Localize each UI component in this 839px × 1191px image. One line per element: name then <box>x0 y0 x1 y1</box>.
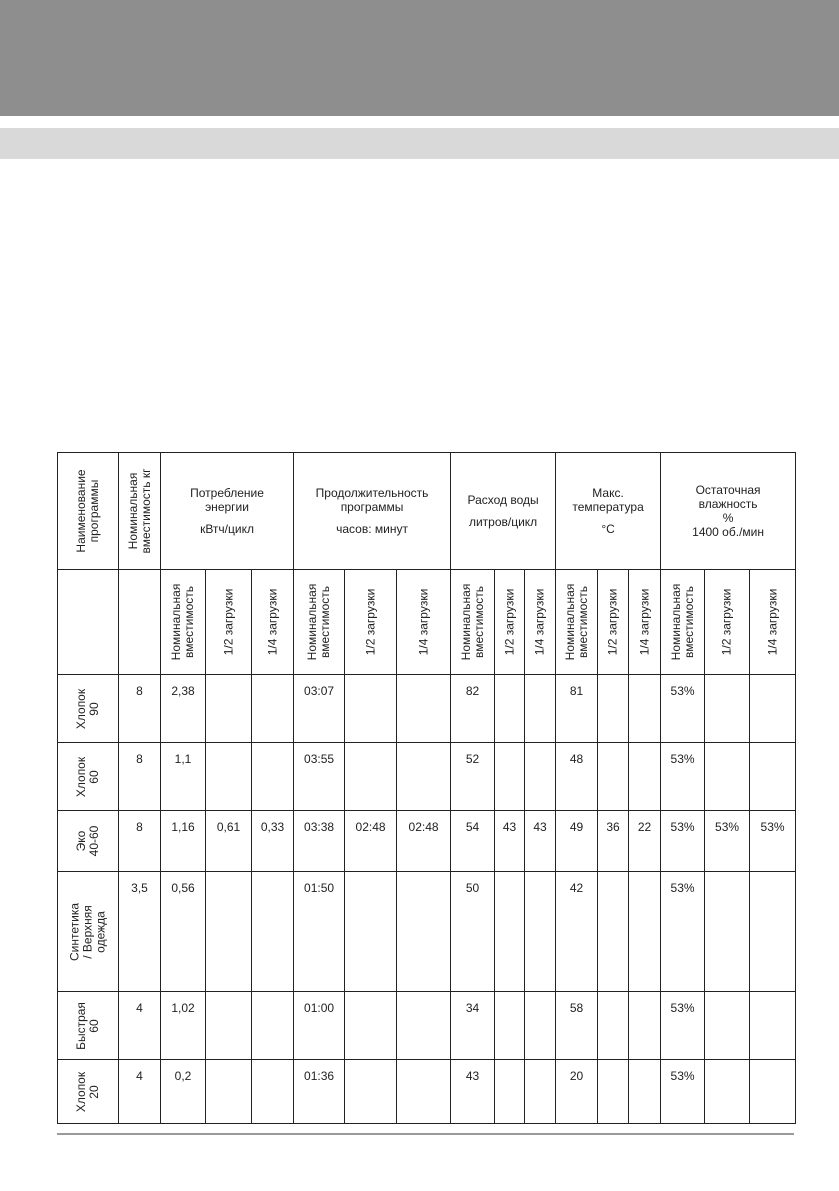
duration-cell <box>397 675 451 743</box>
water-cell: 50 <box>451 872 495 992</box>
program-name-cell: Эко 40-60 <box>58 811 119 872</box>
water-cell <box>495 675 525 743</box>
duration-cell: 02:48 <box>397 811 451 872</box>
energy-cell: 0,2 <box>161 1060 206 1124</box>
program-name-cell: Хлопок 60 <box>58 743 119 811</box>
subheader-load-half: 1/2 загрузки <box>598 570 629 675</box>
moisture-cell: 53% <box>661 811 705 872</box>
energy-cell <box>252 675 294 743</box>
moisture-cell: 53% <box>661 675 705 743</box>
water-cell <box>495 743 525 811</box>
temp-cell: 22 <box>629 811 661 872</box>
energy-cell <box>206 743 252 811</box>
energy-cell: 0,61 <box>206 811 252 872</box>
moisture-cell: 53% <box>661 743 705 811</box>
moisture-cell <box>750 743 796 811</box>
header-band <box>0 0 839 116</box>
water-cell: 43 <box>525 811 556 872</box>
header-energy: Потребление энергии кВтч/цикл <box>161 453 294 570</box>
water-cell <box>525 992 556 1060</box>
energy-cell <box>206 872 252 992</box>
subheader-load-half: 1/2 загрузки <box>345 570 397 675</box>
energy-cell <box>206 675 252 743</box>
duration-cell <box>345 872 397 992</box>
section-band <box>0 128 839 159</box>
water-cell: 82 <box>451 675 495 743</box>
water-cell <box>525 675 556 743</box>
water-cell: 54 <box>451 811 495 872</box>
program-name-cell: Хлопок 90 <box>58 675 119 743</box>
subheader-load-quarter: 1/4 загрузки <box>750 570 796 675</box>
duration-cell: 02:48 <box>345 811 397 872</box>
duration-cell <box>345 675 397 743</box>
table-body <box>58 675 796 1124</box>
table-row <box>58 992 796 1060</box>
temp-cell: 42 <box>556 872 598 992</box>
moisture-cell: 53% <box>705 811 750 872</box>
moisture-cell: 53% <box>661 992 705 1060</box>
temp-cell: 20 <box>556 1060 598 1124</box>
temp-cell: 49 <box>556 811 598 872</box>
water-cell: 52 <box>451 743 495 811</box>
moisture-cell <box>750 1060 796 1124</box>
energy-cell <box>252 872 294 992</box>
capacity-cell: 4 <box>119 1060 161 1124</box>
temp-cell <box>629 992 661 1060</box>
table-row <box>58 872 796 992</box>
duration-cell: 01:00 <box>294 992 345 1060</box>
header-program-name: Наименование программы <box>58 453 119 570</box>
energy-cell: 0,56 <box>161 872 206 992</box>
energy-cell: 1,16 <box>161 811 206 872</box>
water-cell: 34 <box>451 992 495 1060</box>
energy-cell <box>252 992 294 1060</box>
duration-cell <box>397 872 451 992</box>
duration-cell: 01:50 <box>294 872 345 992</box>
energy-cell <box>206 1060 252 1124</box>
energy-cell <box>252 1060 294 1124</box>
subheader-load-full: Номинальная вместимость <box>661 570 705 675</box>
energy-cell: 2,38 <box>161 675 206 743</box>
header-row-groups <box>58 453 796 570</box>
capacity-cell: 3,5 <box>119 872 161 992</box>
moisture-cell <box>705 743 750 811</box>
water-cell <box>525 1060 556 1124</box>
temp-cell: 81 <box>556 675 598 743</box>
water-cell <box>525 872 556 992</box>
temp-cell <box>598 675 629 743</box>
water-cell <box>525 743 556 811</box>
energy-cell: 0,33 <box>252 811 294 872</box>
duration-cell <box>397 1060 451 1124</box>
duration-cell: 03:38 <box>294 811 345 872</box>
duration-cell <box>345 743 397 811</box>
header-water: Расход воды литров/цикл <box>451 453 556 570</box>
duration-cell: 03:07 <box>294 675 345 743</box>
subheader-load-full: Номинальная вместимость <box>556 570 598 675</box>
moisture-cell <box>705 675 750 743</box>
capacity-cell: 4 <box>119 992 161 1060</box>
temp-cell <box>629 872 661 992</box>
subheader-load-half: 1/2 загрузки <box>495 570 525 675</box>
header-row-loads <box>58 570 796 675</box>
duration-cell <box>345 1060 397 1124</box>
moisture-cell: 53% <box>661 1060 705 1124</box>
moisture-cell <box>750 992 796 1060</box>
header-temperature: Макс. температура °C <box>556 453 661 570</box>
moisture-cell <box>705 992 750 1060</box>
water-cell <box>495 992 525 1060</box>
duration-cell: 01:36 <box>294 1060 345 1124</box>
table-row <box>58 811 796 872</box>
duration-cell <box>397 992 451 1060</box>
capacity-cell: 8 <box>119 743 161 811</box>
subheader-load-quarter: 1/4 загрузки <box>525 570 556 675</box>
subheader-load-quarter: 1/4 загрузки <box>397 570 451 675</box>
subheader-load-full: Номинальная вместимость <box>451 570 495 675</box>
energy-cell: 1,1 <box>161 743 206 811</box>
temp-cell: 58 <box>556 992 598 1060</box>
temp-cell <box>629 675 661 743</box>
capacity-cell: 8 <box>119 675 161 743</box>
temp-cell <box>629 743 661 811</box>
energy-cell <box>252 743 294 811</box>
footer-rule <box>57 1133 794 1135</box>
water-cell: 43 <box>451 1060 495 1124</box>
capacity-cell: 8 <box>119 811 161 872</box>
subheader-load-half: 1/2 загрузки <box>206 570 252 675</box>
table-row <box>58 1060 796 1124</box>
subheader-load-quarter: 1/4 загрузки <box>252 570 294 675</box>
temp-cell <box>598 1060 629 1124</box>
temp-cell: 36 <box>598 811 629 872</box>
temp-cell: 48 <box>556 743 598 811</box>
temp-cell <box>598 743 629 811</box>
subheader-blank <box>119 570 161 675</box>
temp-cell <box>598 872 629 992</box>
moisture-cell <box>750 872 796 992</box>
header-moisture: Остаточная влажность % 1400 об./мин <box>661 453 796 570</box>
energy-cell: 1,02 <box>161 992 206 1060</box>
program-name-cell: Хлопок 20 <box>58 1060 119 1124</box>
subheader-load-quarter: 1/4 загрузки <box>629 570 661 675</box>
energy-cell <box>206 992 252 1060</box>
table-row <box>58 675 796 743</box>
header-capacity: Номинальная вместимость кг <box>119 453 161 570</box>
program-spec-table <box>57 452 796 1124</box>
program-name-cell: Быстрая 60 <box>58 992 119 1060</box>
table-row <box>58 743 796 811</box>
moisture-cell: 53% <box>750 811 796 872</box>
header-duration: Продолжительность программы часов: минут <box>294 453 451 570</box>
moisture-cell: 53% <box>661 872 705 992</box>
subheader-blank <box>58 570 119 675</box>
temp-cell <box>598 992 629 1060</box>
subheader-load-half: 1/2 загрузки <box>705 570 750 675</box>
program-name-cell: Синтетика / Верхняя одежда <box>58 872 119 992</box>
moisture-cell <box>705 1060 750 1124</box>
water-cell: 43 <box>495 811 525 872</box>
duration-cell: 03:55 <box>294 743 345 811</box>
temp-cell <box>629 1060 661 1124</box>
duration-cell <box>397 743 451 811</box>
water-cell <box>495 1060 525 1124</box>
subheader-load-full: Номинальная вместимость <box>294 570 345 675</box>
moisture-cell <box>705 872 750 992</box>
subheader-load-full: Номинальная вместимость <box>161 570 206 675</box>
moisture-cell <box>750 675 796 743</box>
water-cell <box>495 872 525 992</box>
duration-cell <box>345 992 397 1060</box>
